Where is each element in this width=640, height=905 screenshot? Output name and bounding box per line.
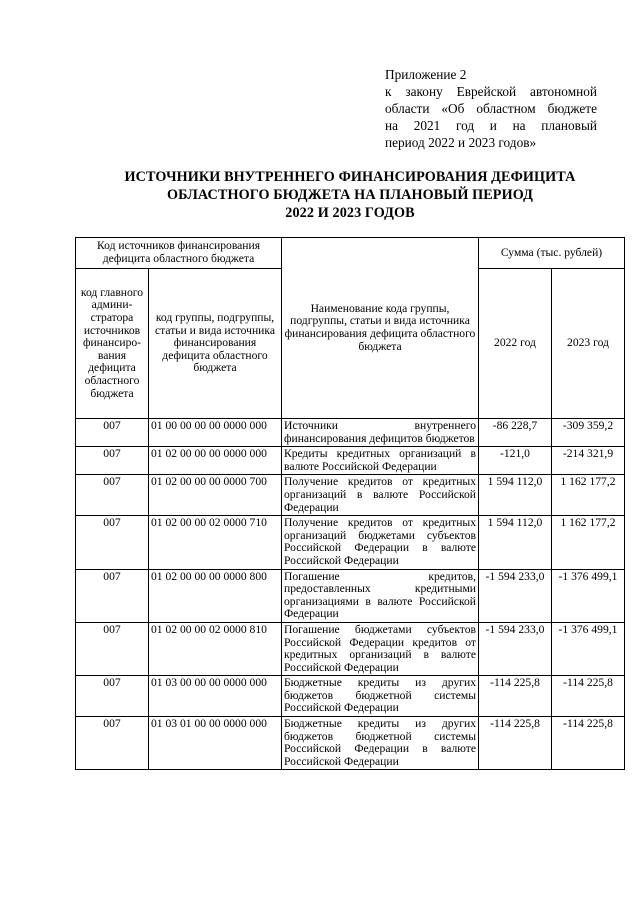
cell-source-name: Источники внутреннего финансирования дефицитов бюджетов xyxy=(282,419,479,447)
header-source-codes: Код источников финансирования дефицита областного бюджета xyxy=(76,238,282,269)
cell-source-code: 01 02 00 00 02 0000 810 xyxy=(149,622,282,675)
cell-source-code: 01 03 01 00 00 0000 000 xyxy=(149,717,282,770)
table-row xyxy=(76,622,625,675)
cell-amount-2022: -86 228,7 xyxy=(479,419,552,447)
cell-admin-code: 007 xyxy=(76,676,149,717)
appendix-line-4: на 2021 год и на плановый xyxy=(385,118,597,133)
cell-source-name: Кредиты кредитных организаций в валюте Российской Федерации xyxy=(282,447,479,475)
cell-amount-2022: -114 225,8 xyxy=(479,676,552,717)
cell-source-code: 01 02 00 00 02 0000 710 xyxy=(149,516,282,569)
cell-amount-2023: -1 376 499,1 xyxy=(552,622,625,675)
header-name: Наименование кода группы, подгруппы, статьи и вида источника финансирования дефицита областного бюджета xyxy=(282,238,479,419)
header-year-2023: 2023 год xyxy=(552,269,625,419)
title-line-1: ИСТОЧНИКИ ВНУТРЕННЕГО ФИНАНСИРОВАНИЯ ДЕФИЦИТА xyxy=(124,169,576,185)
cell-admin-code: 007 xyxy=(76,569,149,622)
appendix-line-5: период 2022 и 2023 годов» xyxy=(385,135,537,150)
document-title xyxy=(70,168,630,222)
table-row xyxy=(76,676,625,717)
table-row xyxy=(76,475,625,516)
cell-admin-code: 007 xyxy=(76,475,149,516)
header-sum: Сумма (тыс. рублей) xyxy=(479,238,625,269)
table-row xyxy=(76,447,625,475)
cell-source-code: 01 02 00 00 00 0000 800 xyxy=(149,569,282,622)
cell-amount-2022: 1 594 112,0 xyxy=(479,475,552,516)
cell-source-code: 01 02 00 00 00 0000 700 xyxy=(149,475,282,516)
cell-source-name: Бюджетные кредиты из других бюджетов бюджетной системы Российской Федерации в валюте Российской Федерации xyxy=(282,717,479,770)
cell-amount-2022: -1 594 233,0 xyxy=(479,622,552,675)
cell-amount-2023: -214 321,9 xyxy=(552,447,625,475)
appendix-line-1: Приложение 2 xyxy=(385,67,467,82)
header-year-2022: 2022 год xyxy=(479,269,552,419)
appendix-line-3: области «Об областном бюджете xyxy=(385,101,597,116)
cell-source-code: 01 00 00 00 00 0000 000 xyxy=(149,419,282,447)
title-line-3: 2022 И 2023 ГОДОВ xyxy=(285,205,415,221)
cell-admin-code: 007 xyxy=(76,516,149,569)
cell-source-name: Бюджетные кредиты из других бюджетов бюджетной системы Российской Федерации xyxy=(282,676,479,717)
cell-amount-2023: -114 225,8 xyxy=(552,676,625,717)
cell-source-name: Погашение бюджетами субъектов Российской Федерации кредитов от кредитных организаций в валюте Российской Федерации xyxy=(282,622,479,675)
table-body xyxy=(76,419,625,770)
cell-amount-2023: -114 225,8 xyxy=(552,717,625,770)
cell-amount-2023: -1 376 499,1 xyxy=(552,569,625,622)
cell-amount-2023: 1 162 177,2 xyxy=(552,516,625,569)
cell-admin-code: 007 xyxy=(76,622,149,675)
cell-source-code: 01 03 00 00 00 0000 000 xyxy=(149,676,282,717)
sources-table xyxy=(75,237,625,770)
header-group-code: код группы, подгруппы, статьи и вида источника финансирования дефицита областного бюджета xyxy=(149,269,282,419)
table-row xyxy=(76,717,625,770)
cell-amount-2022: -114 225,8 xyxy=(479,717,552,770)
cell-admin-code: 007 xyxy=(76,419,149,447)
cell-amount-2023: 1 162 177,2 xyxy=(552,475,625,516)
header-admin-code: код главного админи-стратора источников финансиро-вания дефицита областного бюджета xyxy=(76,269,149,419)
cell-source-name: Получение кредитов от кредитных организаций бюджетами субъектов Российской Федерации в валюте Российской Федерации xyxy=(282,516,479,569)
table-row xyxy=(76,419,625,447)
cell-source-code: 01 02 00 00 00 0000 000 xyxy=(149,447,282,475)
appendix-block xyxy=(385,66,597,151)
cell-amount-2023: -309 359,2 xyxy=(552,419,625,447)
cell-source-name: Погашение кредитов, предоставленных кредитными организациями в валюте Российской Федерации xyxy=(282,569,479,622)
title-line-2: ОБЛАСТНОГО БЮДЖЕТА НА ПЛАНОВЫЙ ПЕРИОД xyxy=(166,187,533,203)
table-row xyxy=(76,569,625,622)
table-row xyxy=(76,516,625,569)
cell-amount-2022: -121,0 xyxy=(479,447,552,475)
cell-amount-2022: 1 594 112,0 xyxy=(479,516,552,569)
cell-admin-code: 007 xyxy=(76,717,149,770)
cell-amount-2022: -1 594 233,0 xyxy=(479,569,552,622)
appendix-line-2: к закону Еврейской автономной xyxy=(385,84,597,99)
cell-admin-code: 007 xyxy=(76,447,149,475)
cell-source-name: Получение кредитов от кредитных организаций в валюте Российской Федерации xyxy=(282,475,479,516)
